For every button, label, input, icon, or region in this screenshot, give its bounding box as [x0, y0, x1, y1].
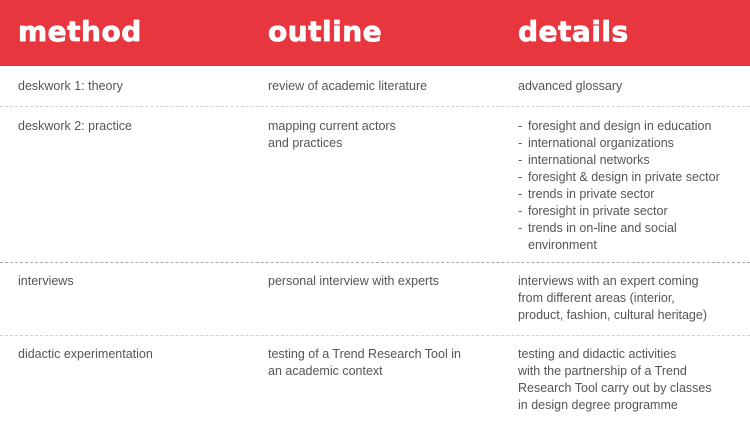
details-bullet: - foresight and design in education	[518, 118, 748, 135]
details-bullet: - trends in private sector	[518, 186, 748, 203]
table-header	[0, 0, 750, 66]
outline-cell	[268, 346, 508, 380]
details-line: in design degree programme	[518, 398, 678, 412]
header-method: method	[18, 15, 142, 48]
outline-line: and practices	[268, 136, 343, 150]
details-line: advanced glossary	[518, 79, 623, 93]
details-bullet: - international networks	[518, 152, 748, 169]
details-line: interviews with an expert coming	[518, 274, 699, 288]
details-cell	[518, 118, 748, 254]
details-bullet: - foresight in private sector	[518, 203, 748, 220]
row-divider	[0, 106, 750, 107]
outline-line: mapping current actors	[268, 119, 396, 133]
outline-line: testing of a Trend Research Tool in	[268, 347, 461, 361]
outline-cell	[268, 118, 508, 152]
outline-line: personal interview with experts	[268, 274, 439, 288]
details-bullet-list	[518, 118, 748, 254]
details-cell	[518, 78, 748, 95]
details-line: testing and didactic activities	[518, 347, 677, 361]
details-line: product, fashion, cultural heritage)	[518, 308, 707, 322]
row-divider	[0, 335, 750, 336]
outline-line: review of academic literature	[268, 79, 428, 93]
details-cell	[518, 273, 748, 324]
method-cell: interviews	[18, 274, 74, 288]
row-divider	[0, 262, 750, 263]
details-line: from different areas (interior,	[518, 291, 675, 305]
outline-cell	[268, 273, 508, 290]
details-cell	[518, 346, 748, 414]
details-bullet: - foresight & design in private sector	[518, 169, 748, 186]
details-line: with the partnership of a Trend	[518, 364, 687, 378]
details-line: Research Tool carry out by classes	[518, 381, 712, 395]
header-details: details	[518, 15, 629, 48]
outline-cell	[268, 78, 508, 95]
outline-line: an academic context	[268, 364, 383, 378]
method-cell: didactic experimentation	[18, 347, 153, 361]
method-cell: deskwork 2: practice	[18, 119, 132, 133]
details-bullet: - international organizations	[518, 135, 748, 152]
method-cell: deskwork 1: theory	[18, 79, 123, 93]
header-outline: outline	[268, 15, 383, 48]
details-bullet: - trends in on-line and social environment	[518, 220, 748, 254]
